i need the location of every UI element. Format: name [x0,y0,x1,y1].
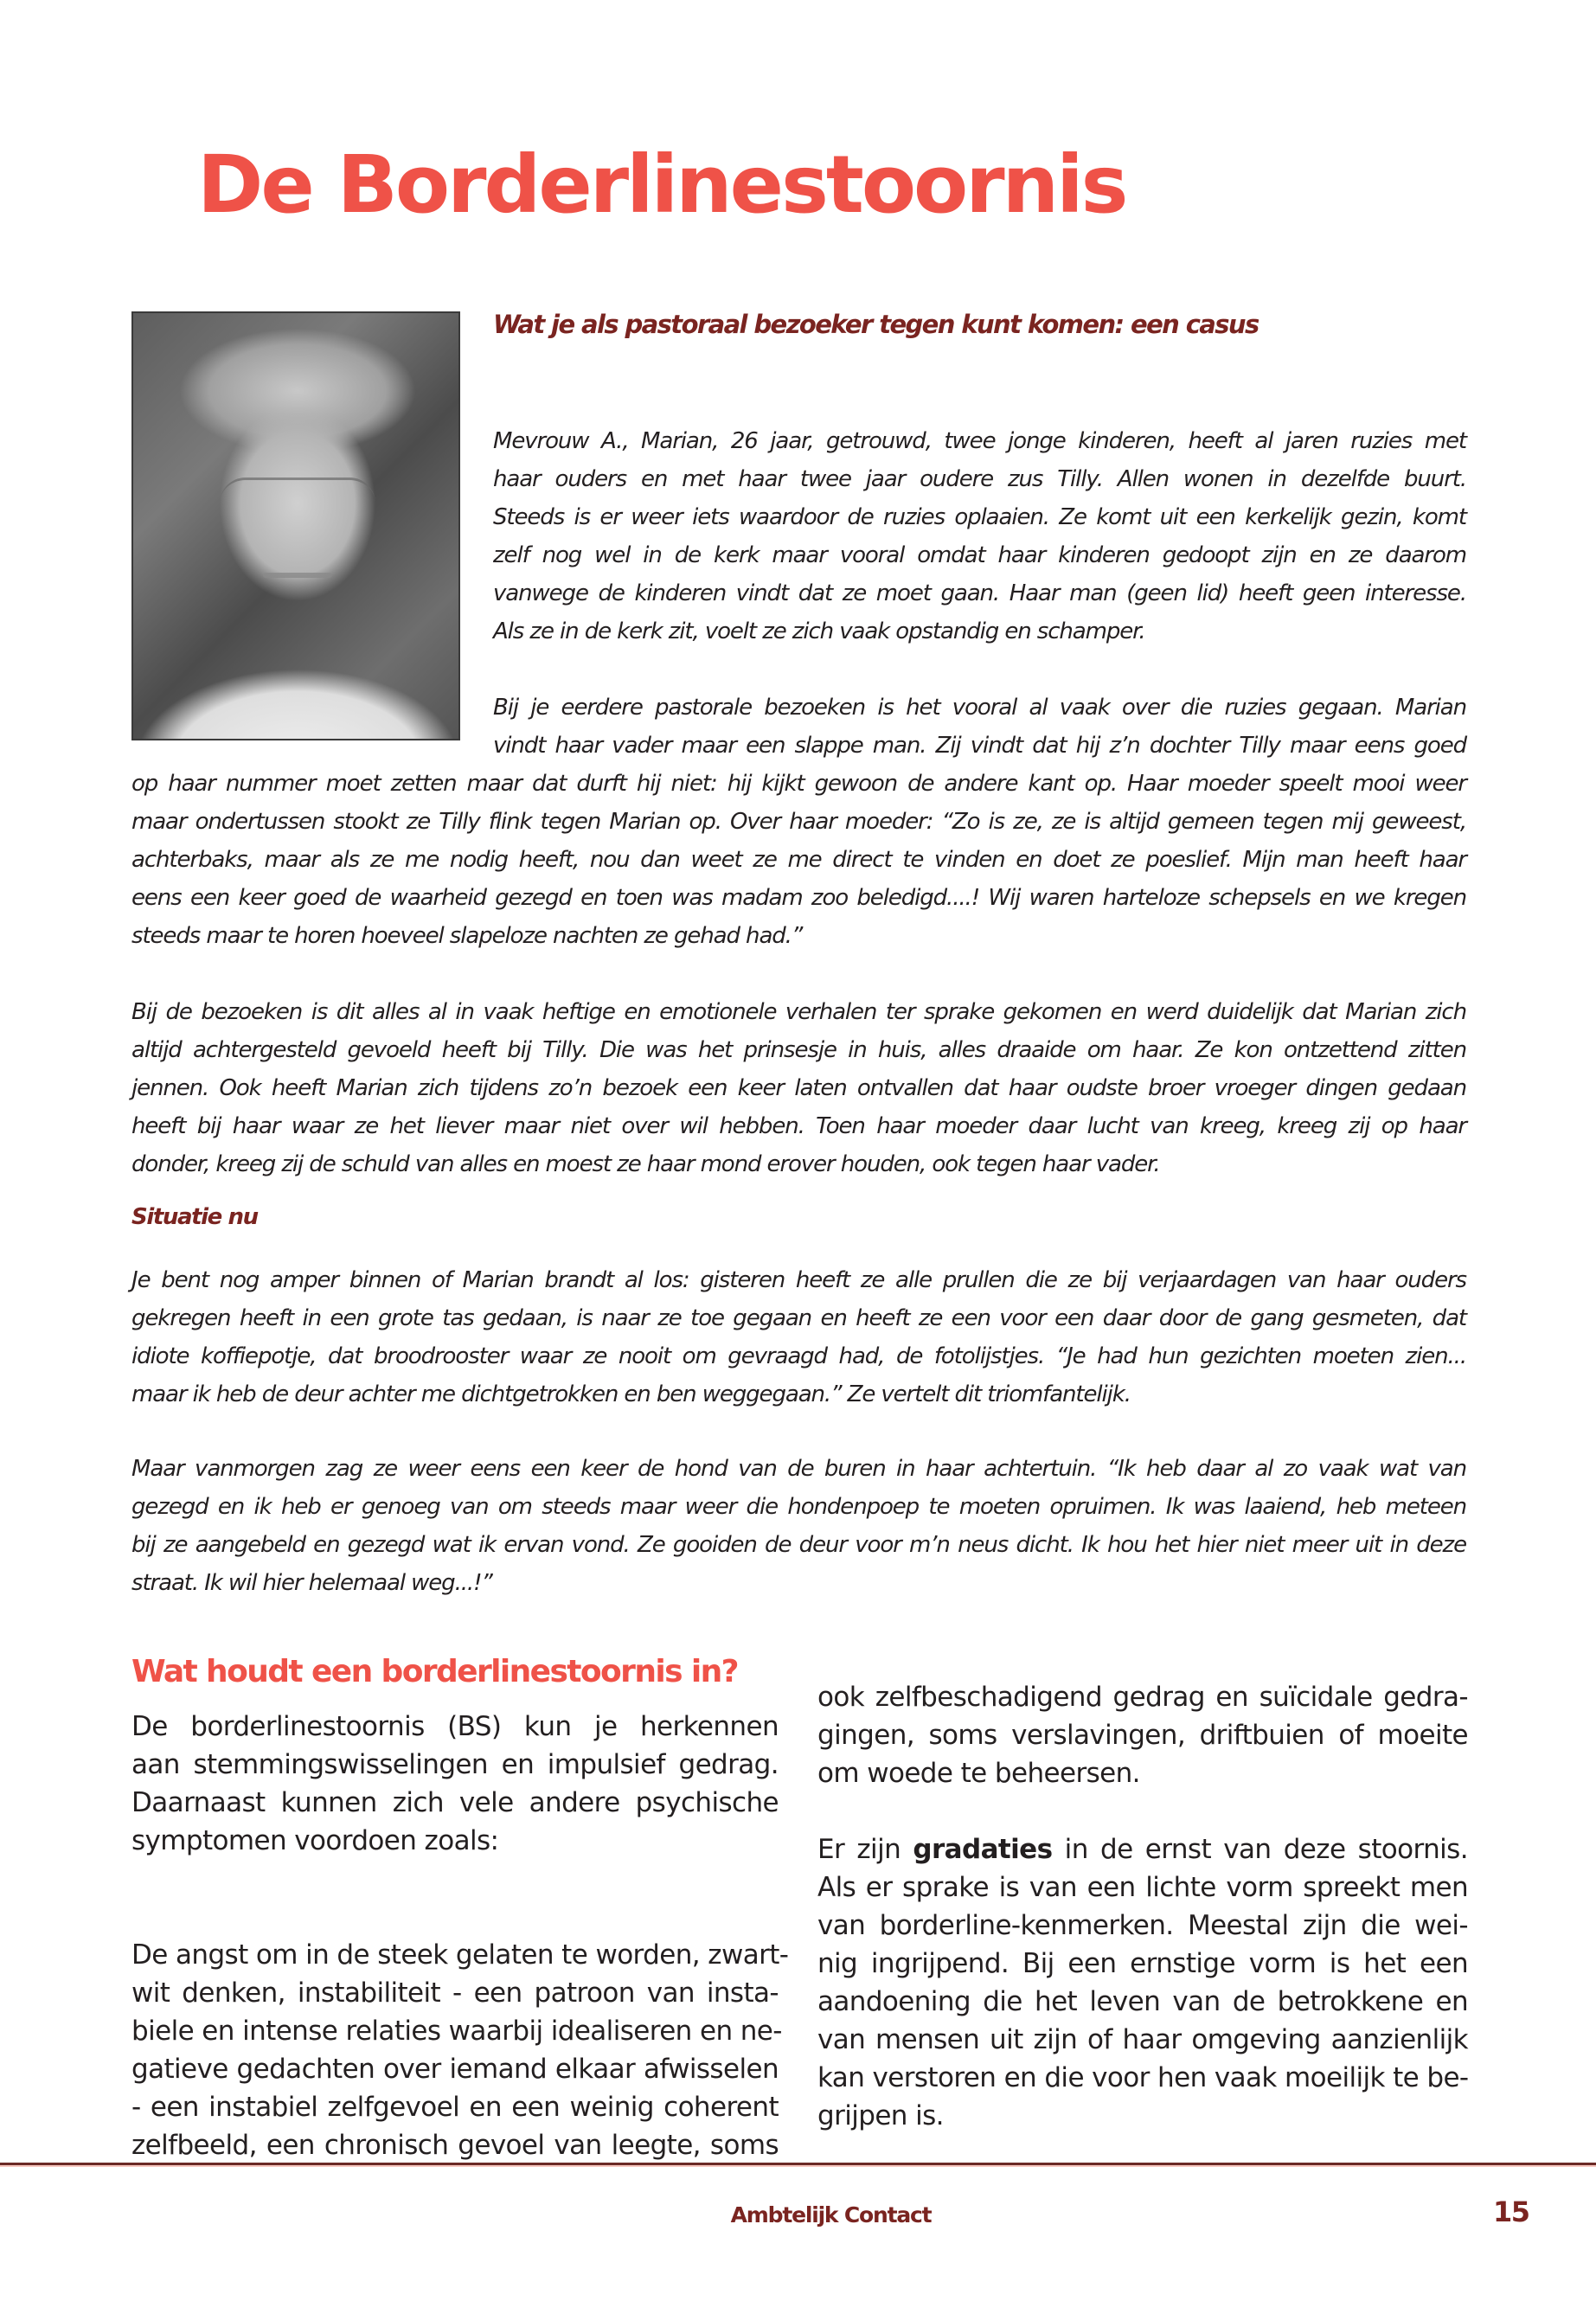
text-line: zelf nog wel in de kerk maar vooral omdat haar kinderen gedoopt zijn en ze daarom [493,542,1466,568]
text-line: jennen. Ook heeft Marian zich tijdens zo’n bezoek een keer laten ontvallen dat haar oudste broer vroeger dingen gedaan [131,1075,1466,1101]
text-line: grijpen is. [817,2100,944,2131]
text-line: Maar vanmorgen zag ze weer eens een keer de hond van de buren in haar achtertuin. “Ik heb daar al zo vaak wat van [131,1456,1466,1482]
text-line: Mevrouw A., Marian, 26 jaar, getrouwd, twee jonge kinderen, heeft al jaren ruzies met [493,428,1466,454]
text-line: symptomen voordoen zoals: [131,1825,499,1856]
text-line: aan stemmingswisselingen en impulsief gedrag. [131,1749,779,1780]
casus-paragraph-1 [493,422,1466,651]
text-line: zelfbeeld, een chronisch gevoel van leegte, soms [131,2130,779,2161]
page-title: De Borderlinestoornis [197,138,1126,231]
text-line: kan verstoren en die voor hen vaak moeilijk te be- [817,2062,1469,2093]
text-line: Bij je eerdere pastorale bezoeken is het vooral al vaak over die ruzies gegaan. Marian [493,695,1466,721]
situatie-heading: Situatie nu [131,1204,258,1230]
text-line: aandoening die het leven van de betrokkene en [817,1986,1468,2017]
text-line: altijd achtergesteld gevoeld heeft bij Tilly. Die was het prinsesje in huis, alles draaide om haar. Ze kon ontzettend zitten [131,1037,1466,1063]
text-line: donder, kreeg zij de schuld van alles en moest ze haar mond erover houden, ook tegen haar vader. [131,1151,1160,1177]
right-column-paragraph-2 [817,1830,1468,2135]
casus-paragraph-2-indented [493,689,1466,765]
text-line: De borderlinestoornis (BS) kun je herkennen [131,1711,779,1742]
text-line: op haar nummer moet zetten maar dat durft hij niet: hij kijkt gewoon de andere kant op. Haar moeder speelt mooi weer [131,771,1466,797]
section-heading: Wat houdt een borderlinestoornis in? [131,1654,738,1689]
text-line: maar ondertussen stookt ze Tilly flink tegen Marian op. Over haar moeder: “Zo is ze, ze is altijd gemeen tegen mij geweest, [131,809,1466,835]
glasses-shape [220,478,375,512]
right-column-paragraph-1 [817,1678,1468,1792]
text-line: Daarnaast kunnen zich vele andere psychische [131,1787,779,1818]
text-line: idiote koffiepotje, dat broodrooster waar ze nooit om gevraagd had, de fotolijstjes. “Je had hun gezichten moeten zien... [131,1343,1466,1369]
text-line: van mensen uit zijn of haar omgeving aanzienlijk [817,2024,1468,2055]
text-line: Als ze in de kerk zit, voelt ze zich vaak opstandig en schamper. [493,619,1145,644]
text-line: Je bent nog amper binnen of Marian brandt al los: gisteren heeft ze alle prullen die ze bij verjaardagen van haar ouders [131,1267,1466,1293]
casus-paragraph-5 [131,1450,1466,1602]
portrait-photo [131,311,460,740]
emphasis-gradaties: gradaties [913,1834,1053,1865]
text-line: ook zelfbeschadigend gedrag en suïcidale gedra- [817,1682,1468,1713]
text-line: gingen, soms verslavingen, driftbuien of moeite [817,1720,1468,1751]
text-line: bij ze aangebeld en gezegd wat ik ervan vond. Ze gooiden de deur voor m’n neus dicht. Ik hou het hier niet meer uit in deze [131,1532,1466,1558]
mouth-shape [263,573,332,578]
casus-paragraph-4 [131,1261,1466,1413]
text-line: De angst om in de steek gelaten te worden, zwart- [131,1939,789,1971]
text-line: gatieve gedachten over iemand elkaar afwisselen [131,2054,779,2085]
text-line: heeft bij haar waar ze het liever maar niet over wil hebben. Toen haar moeder daar lucht van kreeg, kreeg zij op haar [131,1113,1466,1139]
text-line: eens een keer goed de waarheid gezegd en toen was madam zoo beledigd....! Wij waren harteloze schepsels en we kregen [131,885,1466,911]
text-line: gekregen heeft in een grote tas gedaan, is naar ze toe gegaan en heeft ze een voor een daar door de gang gesmeten, dat [131,1305,1466,1331]
text-line: Als er sprake is van een lichte vorm spreekt men [817,1872,1468,1903]
text-line: achterbaks, maar als ze me nodig heeft, nou dan weet ze me direct te vinden en doet ze poeslief. Mijn man heeft haar [131,847,1466,873]
footer-publication [0,2202,1596,2227]
article-subtitle: Wat je als pastoraal bezoeker tegen kunt komen: een casus [493,310,1259,339]
text-line: biele en intense relaties waarbij idealiseren en ne- [131,2016,782,2047]
text-line: straat. Ik wil hier helemaal weg...!” [131,1570,492,1596]
left-column-paragraph-1 [131,1708,779,1860]
text-line: gezegd en ik heb er genoeg van om steeds maar weer die hondenpoep te moeten opruimen. Ik was laaiend, heb meteen [131,1494,1466,1520]
text-line: om woede te beheersen. [817,1758,1140,1789]
page-number: 15 [1493,2195,1529,2228]
text-line: maar ik heb de deur achter me dichtgetrokken en ben weggegaan.” Ze vertelt dit triomfantelijk. [131,1381,1131,1407]
publication-name: Ambtelijk Contact [730,2202,932,2227]
text-line: Steeds is er weer iets waardoor de ruzies oplaaien. Ze komt uit een kerkelijk gezin, komt [493,504,1466,530]
text-line: Bij de bezoeken is dit alles al in vaak heftige en emotionele verhalen ter sprake gekomen en werd duidelijk dat Marian zich [131,999,1466,1025]
footer-divider [0,2163,1596,2165]
text-line: wit denken, instabiliteit - een patroon van insta- [131,1977,779,2009]
text-line [817,1830,1468,1868]
text-line: nig ingrijpend. Bij een ernstige vorm is het een [817,1948,1468,1979]
text-line: vindt haar vader maar een slappe man. Zij vindt dat hij z’n dochter Tilly maar eens goed [493,733,1466,759]
text-line: steeds maar te horen hoeveel slapeloze nachten ze gehad had.” [131,923,803,949]
text-segment: Er zijn [817,1834,913,1865]
text-segment: in de ernst van deze stoornis. [1052,1834,1468,1865]
left-column-paragraph-2 [131,1936,789,2164]
casus-paragraph-3 [131,993,1466,1183]
casus-paragraph-2-full [131,765,1466,955]
text-line: - een instabiel zelfgevoel en een weinig coherent [131,2092,779,2123]
text-line: haar ouders en met haar twee jaar oudere zus Tilly. Allen wonen in dezelfde buurt. [493,466,1466,492]
text-line: vanwege de kinderen vindt dat ze moet gaan. Haar man (geen lid) heeft geen interesse. [493,580,1466,606]
text-line: van borderline-kenmerken. Meestal zijn die wei- [817,1910,1468,1941]
